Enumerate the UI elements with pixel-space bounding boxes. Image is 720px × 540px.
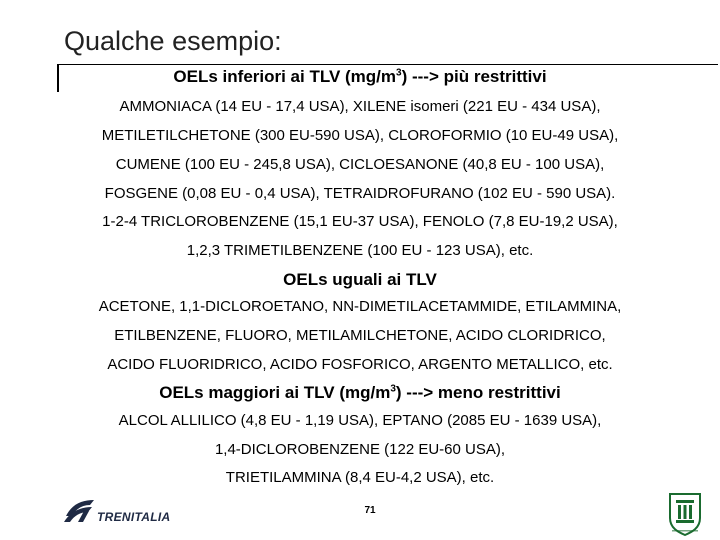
- example-line: TRIETILAMMINA (8,4 EU-4,2 USA), etc.: [225, 469, 495, 486]
- example-line: AMMONIACA (14 EU - 17,4 USA), XILENE isomeri (221 EU - 434 USA),: [119, 98, 601, 115]
- heading-text: OELs maggiori ai TLV (mg/m: [159, 383, 391, 402]
- heading-text: OELs inferiori ai TLV (mg/m: [173, 67, 397, 86]
- section-heading-lower-oels: [0, 67, 720, 87]
- example-line: ACIDO FLUORIDRICO, ACIDO FOSFORICO, ARGENTO METALLICO, etc.: [107, 356, 613, 373]
- heading-text: ) ---> più restrittivi: [401, 67, 547, 86]
- example-line: ETILBENZENE, FLUORO, METILAMILCHETONE, ACIDO CLORIDRICO,: [114, 327, 606, 344]
- section-heading-higher-oels: [0, 383, 720, 403]
- heading-text: ) ---> meno restrittivi: [395, 383, 561, 402]
- heading-superscript: 3: [390, 383, 396, 395]
- example-line: 1,4-DICLOROBENZENE (122 EU-60 USA),: [214, 441, 506, 458]
- slide-title: Qualche esempio:: [64, 26, 282, 56]
- university-crest-icon: [666, 490, 704, 538]
- heading-superscript: 3: [396, 67, 402, 79]
- example-line: ACETONE, 1,1-DICLOROETANO, NN-DIMETILACETAMMIDE, ETILAMMINA,: [98, 298, 622, 315]
- title-divider: [57, 64, 718, 65]
- logo-text: TRENITALIA: [97, 510, 171, 524]
- example-line: 1-2-4 TRICLOROBENZENE (15,1 EU-37 USA), FENOLO (7,8 EU-19,2 USA),: [102, 213, 618, 230]
- example-line: ALCOL ALLILICO (4,8 EU - 1,19 USA), EPTANO (2085 EU - 1639 USA),: [118, 412, 602, 429]
- page-number: 71: [364, 505, 376, 516]
- example-line: 1,2,3 TRIMETILBENZENE (100 EU - 123 USA), etc.: [186, 242, 534, 259]
- example-line: METILETILCHETONE (300 EU-590 USA), CLOROFORMIO (10 EU-49 USA),: [101, 127, 619, 144]
- example-line: FOSGENE (0,08 EU - 0,4 USA), TETRAIDROFURANO (102 EU - 590 USA).: [104, 185, 616, 202]
- example-line: CUMENE (100 EU - 245,8 USA), CICLOESANONE (40,8 EU - 100 USA),: [115, 156, 605, 173]
- section-heading-equal-oels: OELs uguali ai TLV: [283, 270, 437, 289]
